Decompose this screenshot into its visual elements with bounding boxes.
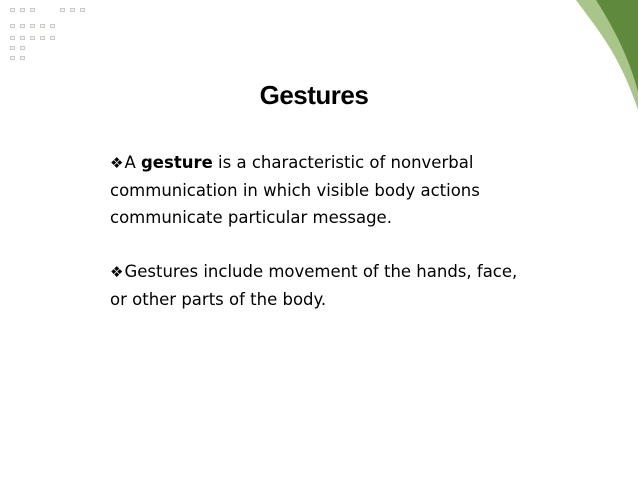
slide-title: Gestures — [259, 80, 369, 110]
slide-body — [110, 149, 530, 313]
bullet-text-rest: is a characteristic of nonverbal communication in which visible body actions communicate particular message. — [110, 153, 480, 227]
diamond-bullet-icon: ❖ — [110, 263, 124, 281]
bullet-text-bold-term: gesture — [141, 153, 213, 172]
bullet-text: Gestures include movement of the hands, face, or other parts of the body. — [110, 262, 518, 309]
decorative-square-grid — [8, 6, 98, 66]
bullet-item — [110, 258, 530, 313]
bullet-text-prefix: A — [124, 153, 141, 172]
bullet-item — [110, 149, 530, 231]
diamond-bullet-icon: ❖ — [110, 154, 124, 172]
